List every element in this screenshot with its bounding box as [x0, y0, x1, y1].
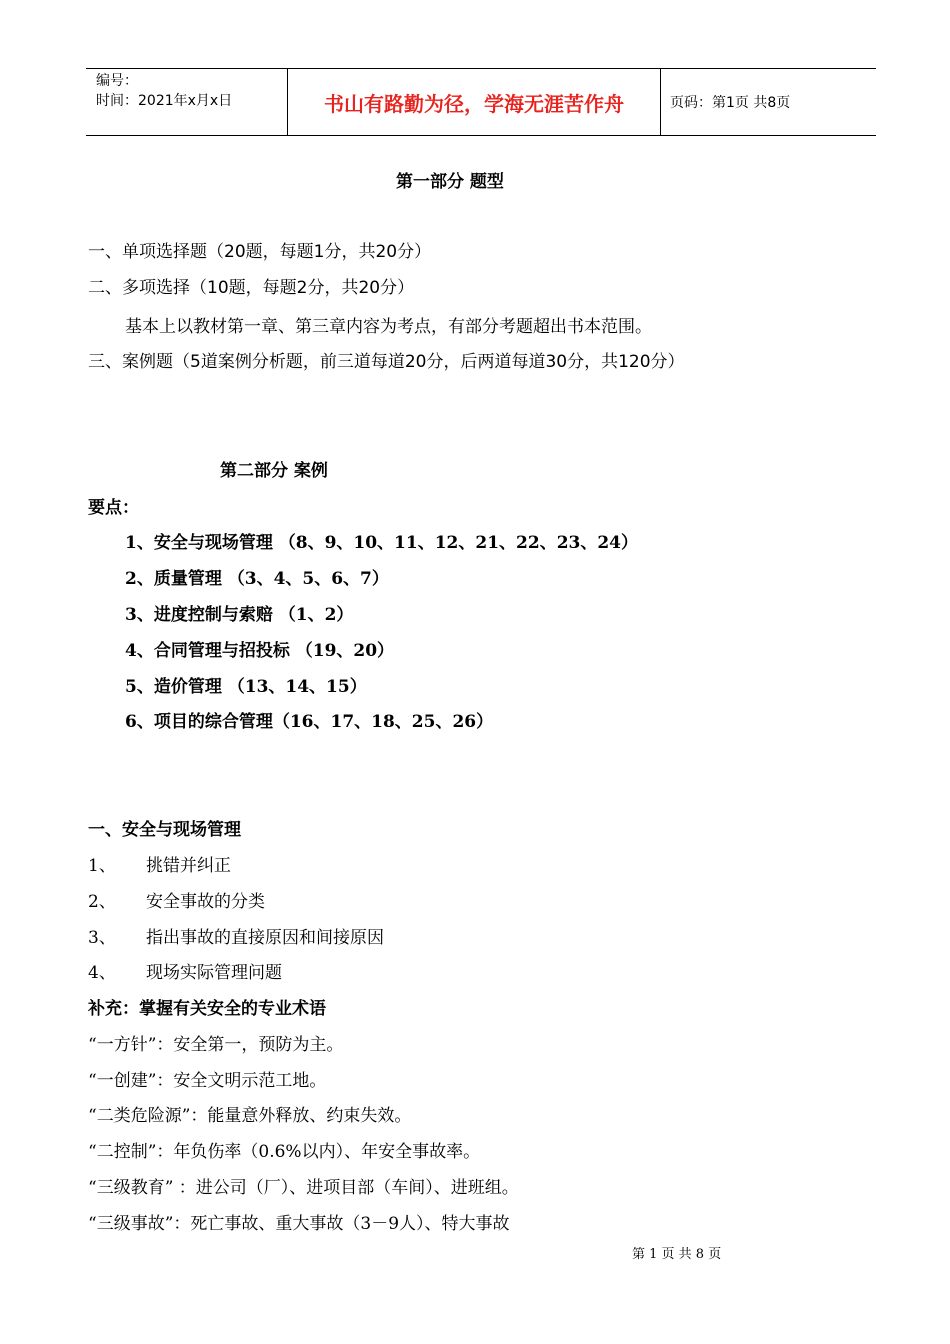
header-top-rule: [86, 68, 876, 69]
list-item: [88, 962, 282, 984]
list-item-text: 现场实际管理问题: [146, 963, 282, 983]
part1-item-multi-choice: 二、多项选择（10题，每题2分，共20分）: [88, 278, 415, 298]
term-definition: “一方针”：安全第一，预防为主。: [88, 1035, 344, 1055]
key-point-item: 3、进度控制与索赔 （1、2）: [125, 605, 354, 625]
header-divider-right: [660, 68, 661, 136]
list-item: [88, 891, 265, 913]
part1-item-case: 三、案例题（5道案例分析题，前三道每道20分，后两道每道30分，共120分）: [88, 352, 685, 372]
header-page-number: 页码：第1页 共8页: [670, 95, 791, 111]
part2-title: 第二部分 案例: [220, 461, 328, 481]
key-points-label: 要点：: [88, 498, 139, 518]
list-item-number: 3、: [88, 928, 116, 948]
section1-title: 一、安全与现场管理: [88, 820, 241, 840]
header-doc-id: 编号：: [96, 73, 138, 89]
list-item-text: 安全事故的分类: [146, 892, 265, 912]
list-item-text: 指出事故的直接原因和间接原因: [146, 928, 384, 948]
list-item-text: 挑错并纠正: [146, 856, 231, 876]
list-item: [88, 927, 384, 949]
term-definition: “三级事故”：死亡事故、重大事故（3－9人）、特大事故: [88, 1214, 510, 1234]
term-definition: “二类危险源”：能量意外释放、约束失效。: [88, 1106, 412, 1126]
part1-scope-note: 基本上以教材第一章、第三章内容为考点，有部分考题超出书本范围。: [125, 317, 652, 337]
key-point-item: 4、合同管理与招投标 （19、20）: [125, 641, 395, 661]
list-item-number: 2、: [88, 892, 116, 912]
header-bottom-rule: [86, 135, 876, 136]
header-time: 时间：2021年x月x日: [96, 93, 233, 109]
key-point-item: 6、项目的综合管理（16、17、18、25、26）: [125, 712, 494, 732]
key-point-item: 2、质量管理 （3、4、5、6、7）: [125, 569, 389, 589]
header-motto: 书山有路勤为径，学海无涯苦作舟: [324, 92, 624, 116]
list-item-number: 4、: [88, 963, 116, 983]
key-point-item: 1、安全与现场管理 （8、9、10、11、12、21、22、23、24）: [125, 533, 639, 553]
term-definition: “三级教育” ：进公司（厂）、进项目部（车间）、进班组。: [88, 1178, 519, 1198]
part1-title: 第一部分 题型: [396, 172, 504, 192]
key-point-item: 5、造价管理 （13、14、15）: [125, 677, 367, 697]
list-item-number: 1、: [88, 856, 116, 876]
term-definition: “一创建”：安全文明示范工地。: [88, 1071, 327, 1091]
footer-page-number: 第 1 页 共 8 页: [632, 1247, 722, 1262]
list-item: [88, 855, 231, 877]
term-definition: “二控制”：年负伤率（0.6%以内）、年安全事故率。: [88, 1142, 481, 1162]
supplement-title: 补充：掌握有关安全的专业术语: [88, 999, 326, 1019]
part1-item-single-choice: 一、单项选择题（20题，每题1分，共20分）: [88, 242, 432, 262]
